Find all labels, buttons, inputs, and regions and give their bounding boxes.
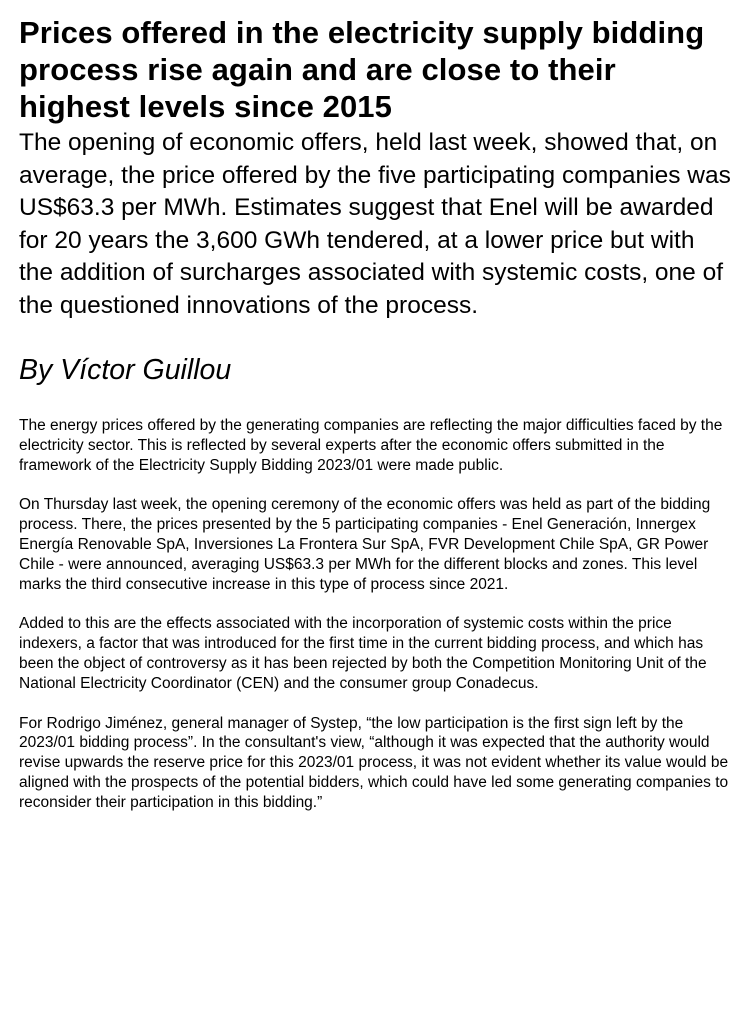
article [19, 14, 734, 833]
article-byline: By Víctor Guillou [19, 354, 232, 386]
body-paragraph: On Thursday last week, the opening ceremony of the economic offers was held as part of the bidding process. There, the prices presented by the 5 participating companies - Enel Generación, Innergex Energía Renovable SpA, Inversiones La Frontera Sur SpA, FVR Development Chile SpA, GR Power Chile - were announced, averaging US$63.3 per MWh for the different blocks and zones. This level marks the third consecutive increase in this type of process since 2021. [19, 496, 711, 593]
article-body [19, 416, 734, 813]
body-paragraph: Added to this are the effects associated with the incorporation of systemic costs within the price indexers, a factor that was introduced for the first time in the current bidding process, and which has been the object of controversy as it has been rejected by both the Competition Monitoring Unit of the National Electricity Coordinator (CEN) and the consumer group Conadecus. [19, 615, 707, 692]
article-headline: Prices offered in the electricity supply bidding process rise again and are close to their highest levels since 2015 [19, 15, 705, 124]
article-standfirst: The opening of economic offers, held last week, showed that, on average, the price offered by the five participating companies was US$63.3 per MWh. Estimates suggest that Enel will be awarded for 20 years the 3,600 GWh tendered, at a lower price but with the addition of surcharges associated with systemic costs, one of the questioned innovations of the process. [19, 129, 731, 319]
body-paragraph: For Rodrigo Jiménez, general manager of Systep, “the low participation is the first sign left by the 2023/01 bidding process”. In the consultant's view, “although it was expected that the authority would revise upwards the reserve price for this 2023/01 process, it was not evident whether its value would be aligned with the prospects of the potential bidders, which could have led some generating companies to reconsider their participation in this bidding.” [19, 714, 729, 811]
body-paragraph: The energy prices offered by the generating companies are reflecting the major difficulties faced by the electricity sector. This is reflected by several experts after the economic offers submitted in the framework of the Electricity Supply Bidding 2023/01 were made public. [19, 417, 723, 474]
